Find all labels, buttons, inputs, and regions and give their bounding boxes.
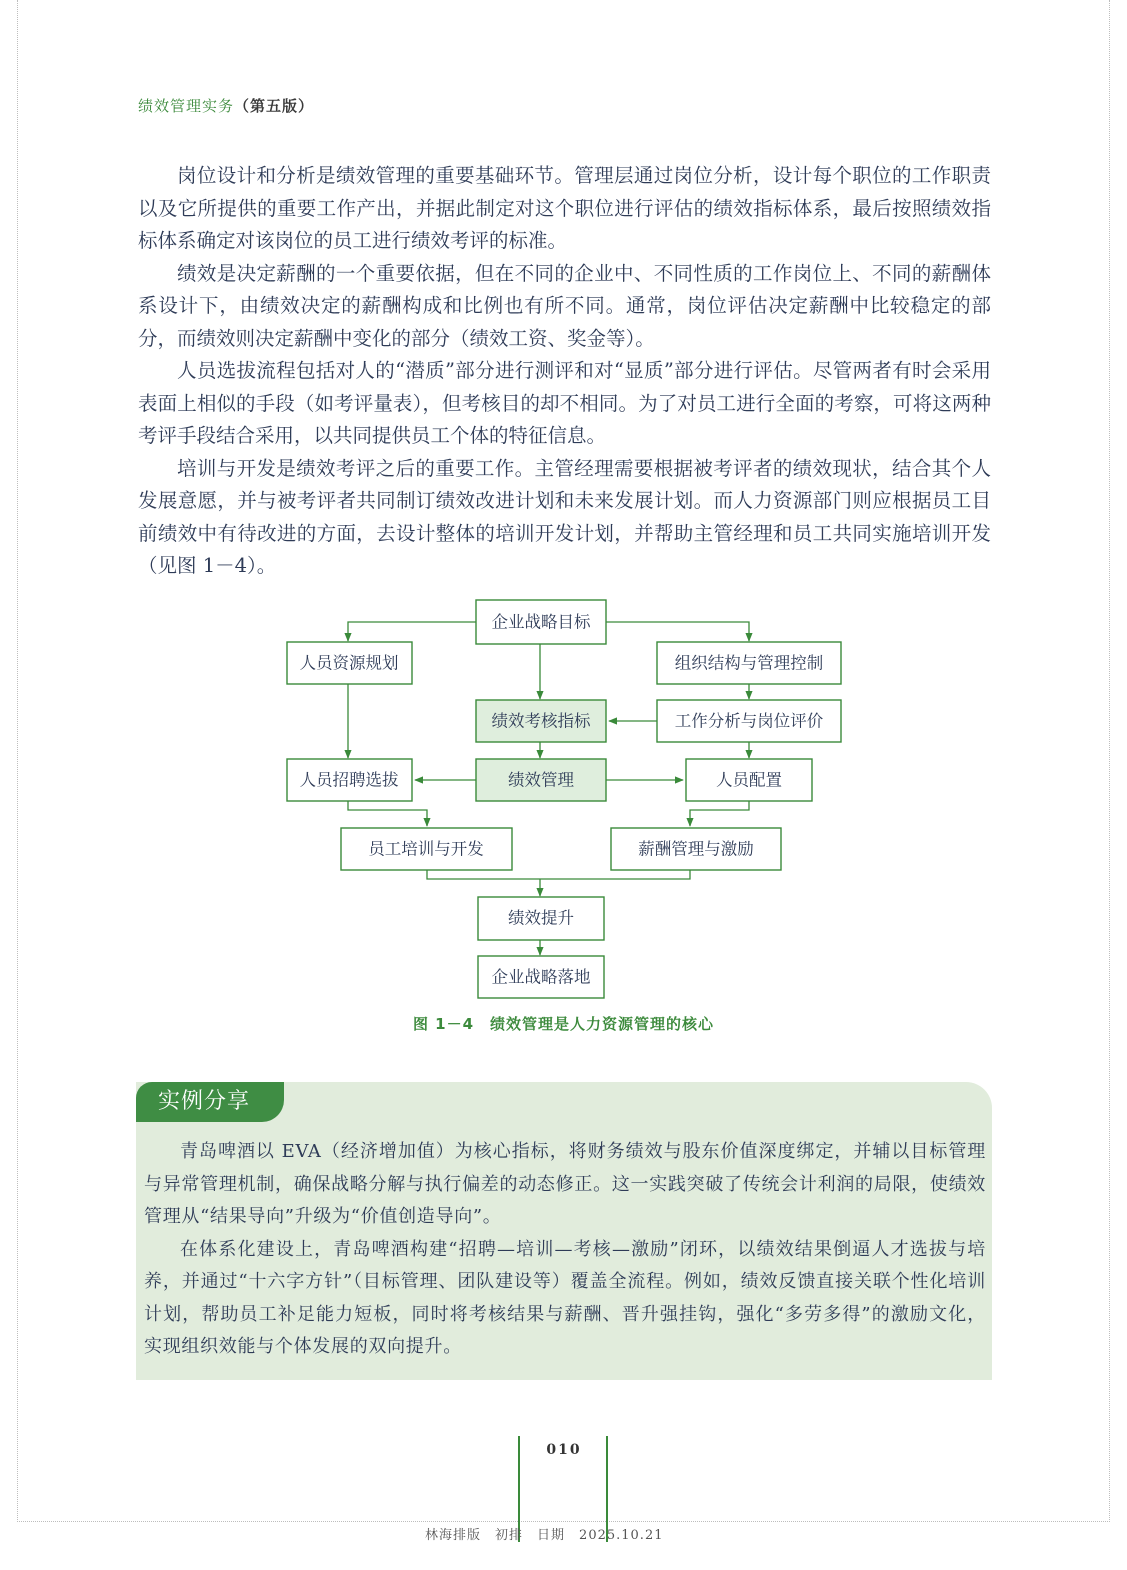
node-label: 薪酬管理与激励 bbox=[638, 839, 754, 859]
node-label: 工作分析与岗位评价 bbox=[674, 711, 824, 731]
diagram-node-recruitment bbox=[287, 759, 412, 801]
stage: 初排 bbox=[495, 1528, 524, 1543]
running-header bbox=[138, 95, 314, 116]
node-label: 人员配置 bbox=[716, 770, 782, 790]
case-study-label: 实例分享 bbox=[136, 1082, 284, 1122]
diagram-node-hr-planning bbox=[287, 642, 412, 684]
edition-label: （第五版） bbox=[234, 97, 315, 115]
paragraph: 人员选拔流程包括对人的“潜质”部分进行测评和对“显质”部分进行评估。尽管两者有时会采用表面上相似的手段（如考评量表），但考核目的却不相同。为了对员工进行全面的考察，可将这两种考评手段结合采用，以共同提供员工个体的特征信息。 bbox=[138, 359, 991, 447]
paragraph: 岗位设计和分析是绩效管理的重要基础环节。管理层通过岗位分析，设计每个职位的工作职责以及它所提供的重要工作产出，并据此制定对这个职位进行评估的绩效指标体系，最后按照绩效指标体系确定对该岗位的员工进行绩效考评的标准。 bbox=[138, 164, 991, 252]
figure-number: 图 1－4 bbox=[412, 1015, 475, 1033]
page-number: 010 bbox=[546, 1442, 582, 1458]
diagram-node-job-analysis bbox=[657, 700, 841, 742]
date-label: 日期 bbox=[537, 1528, 566, 1543]
arrow-goal-to-planning bbox=[348, 622, 476, 641]
case-study-text bbox=[144, 1136, 986, 1364]
case-paragraph: 青岛啤酒以 EVA（经济增加值）为核心指标，将财务绩效与股东价值深度绑定，并辅以目标管理与异常管理机制，确保战略分解与执行偏差的动态修正。这一实践突破了传统会计利润的局限，使绩效管理从“结果导向”升级为“价值创造导向”。 bbox=[144, 1141, 986, 1227]
case-paragraph: 在体系化建设上，青岛啤酒构建“招聘—培训—考核—激励”闭环，以绩效结果倒逼人才选拔与培养，并通过“十六字方针”（目标管理、团队建设等）覆盖全流程。例如，绩效反馈直接关联个性化培训计划，帮助员工补足能力短板，同时将考核结果与薪酬、晋升强挂钩，强化“多劳多得”的激励文化，实现组织效能与个体发展的双向提升。 bbox=[144, 1238, 986, 1357]
date-value: 2025.10.21 bbox=[579, 1528, 664, 1543]
node-label: 组织结构与管理控制 bbox=[674, 653, 824, 673]
diagram-node-perf-mgmt bbox=[476, 759, 606, 801]
node-label: 绩效管理 bbox=[508, 770, 574, 790]
diagram-node-strategy-landing bbox=[478, 956, 604, 998]
page-frame-left bbox=[17, 0, 18, 1522]
print-footer bbox=[425, 1524, 677, 1543]
diagram-node-staffing bbox=[686, 759, 812, 801]
arrow-goal-to-org bbox=[606, 622, 749, 641]
diagram-node-perf-improve bbox=[478, 897, 604, 940]
arrow-staffing-to-comp bbox=[690, 801, 749, 826]
node-label: 绩效提升 bbox=[508, 908, 574, 928]
page-frame-right bbox=[1109, 0, 1110, 1522]
node-label: 企业战略目标 bbox=[491, 612, 591, 632]
diagram-node-training bbox=[341, 828, 512, 870]
merge-line bbox=[427, 870, 690, 879]
diagram-node-compensation bbox=[611, 828, 781, 870]
arrow-recruit-to-training bbox=[348, 801, 427, 826]
node-label: 绩效考核指标 bbox=[491, 711, 591, 731]
typesetter: 林海排版 bbox=[425, 1528, 482, 1543]
paragraph: 绩效是决定薪酬的一个重要依据，但在不同的企业中、不同性质的工作岗位上、不同的薪酬体系设计下，由绩效决定的薪酬构成和比例也有所不同。通常，岗位评估决定薪酬中比较稳定的部分，而绩效则决定薪酬中变化的部分（绩效工资、奖金等）。 bbox=[138, 261, 991, 350]
figure-caption bbox=[0, 1013, 1127, 1034]
diagram-node-strategy-goal bbox=[476, 600, 606, 644]
paragraph: 培训与开发是绩效考评之后的重要工作。主管经理需要根据被考评者的绩效现状，结合其个人发展意愿，并与被考评者共同制订绩效改进计划和未来发展计划。而人力资源部门则应根据员工目前绩效中有待改进的方面，去设计整体的培训开发计划，并帮助主管经理和员工共同实施培训开发（见图 1－4）。 bbox=[138, 456, 991, 577]
node-label: 企业战略落地 bbox=[491, 967, 591, 987]
book-title: 绩效管理实务 bbox=[138, 97, 235, 115]
figure-title: 绩效管理是人力资源管理的核心 bbox=[490, 1015, 715, 1033]
diagram-node-org-structure bbox=[657, 642, 841, 684]
page-frame-bottom bbox=[17, 1521, 1110, 1522]
diagram-node-kpi bbox=[476, 700, 606, 742]
hr-flow-diagram bbox=[270, 598, 860, 1008]
body-text bbox=[138, 160, 991, 583]
node-label: 人员招聘选拔 bbox=[299, 770, 399, 790]
node-label: 员工培训与开发 bbox=[368, 839, 484, 859]
node-label: 人员资源规划 bbox=[299, 653, 399, 673]
